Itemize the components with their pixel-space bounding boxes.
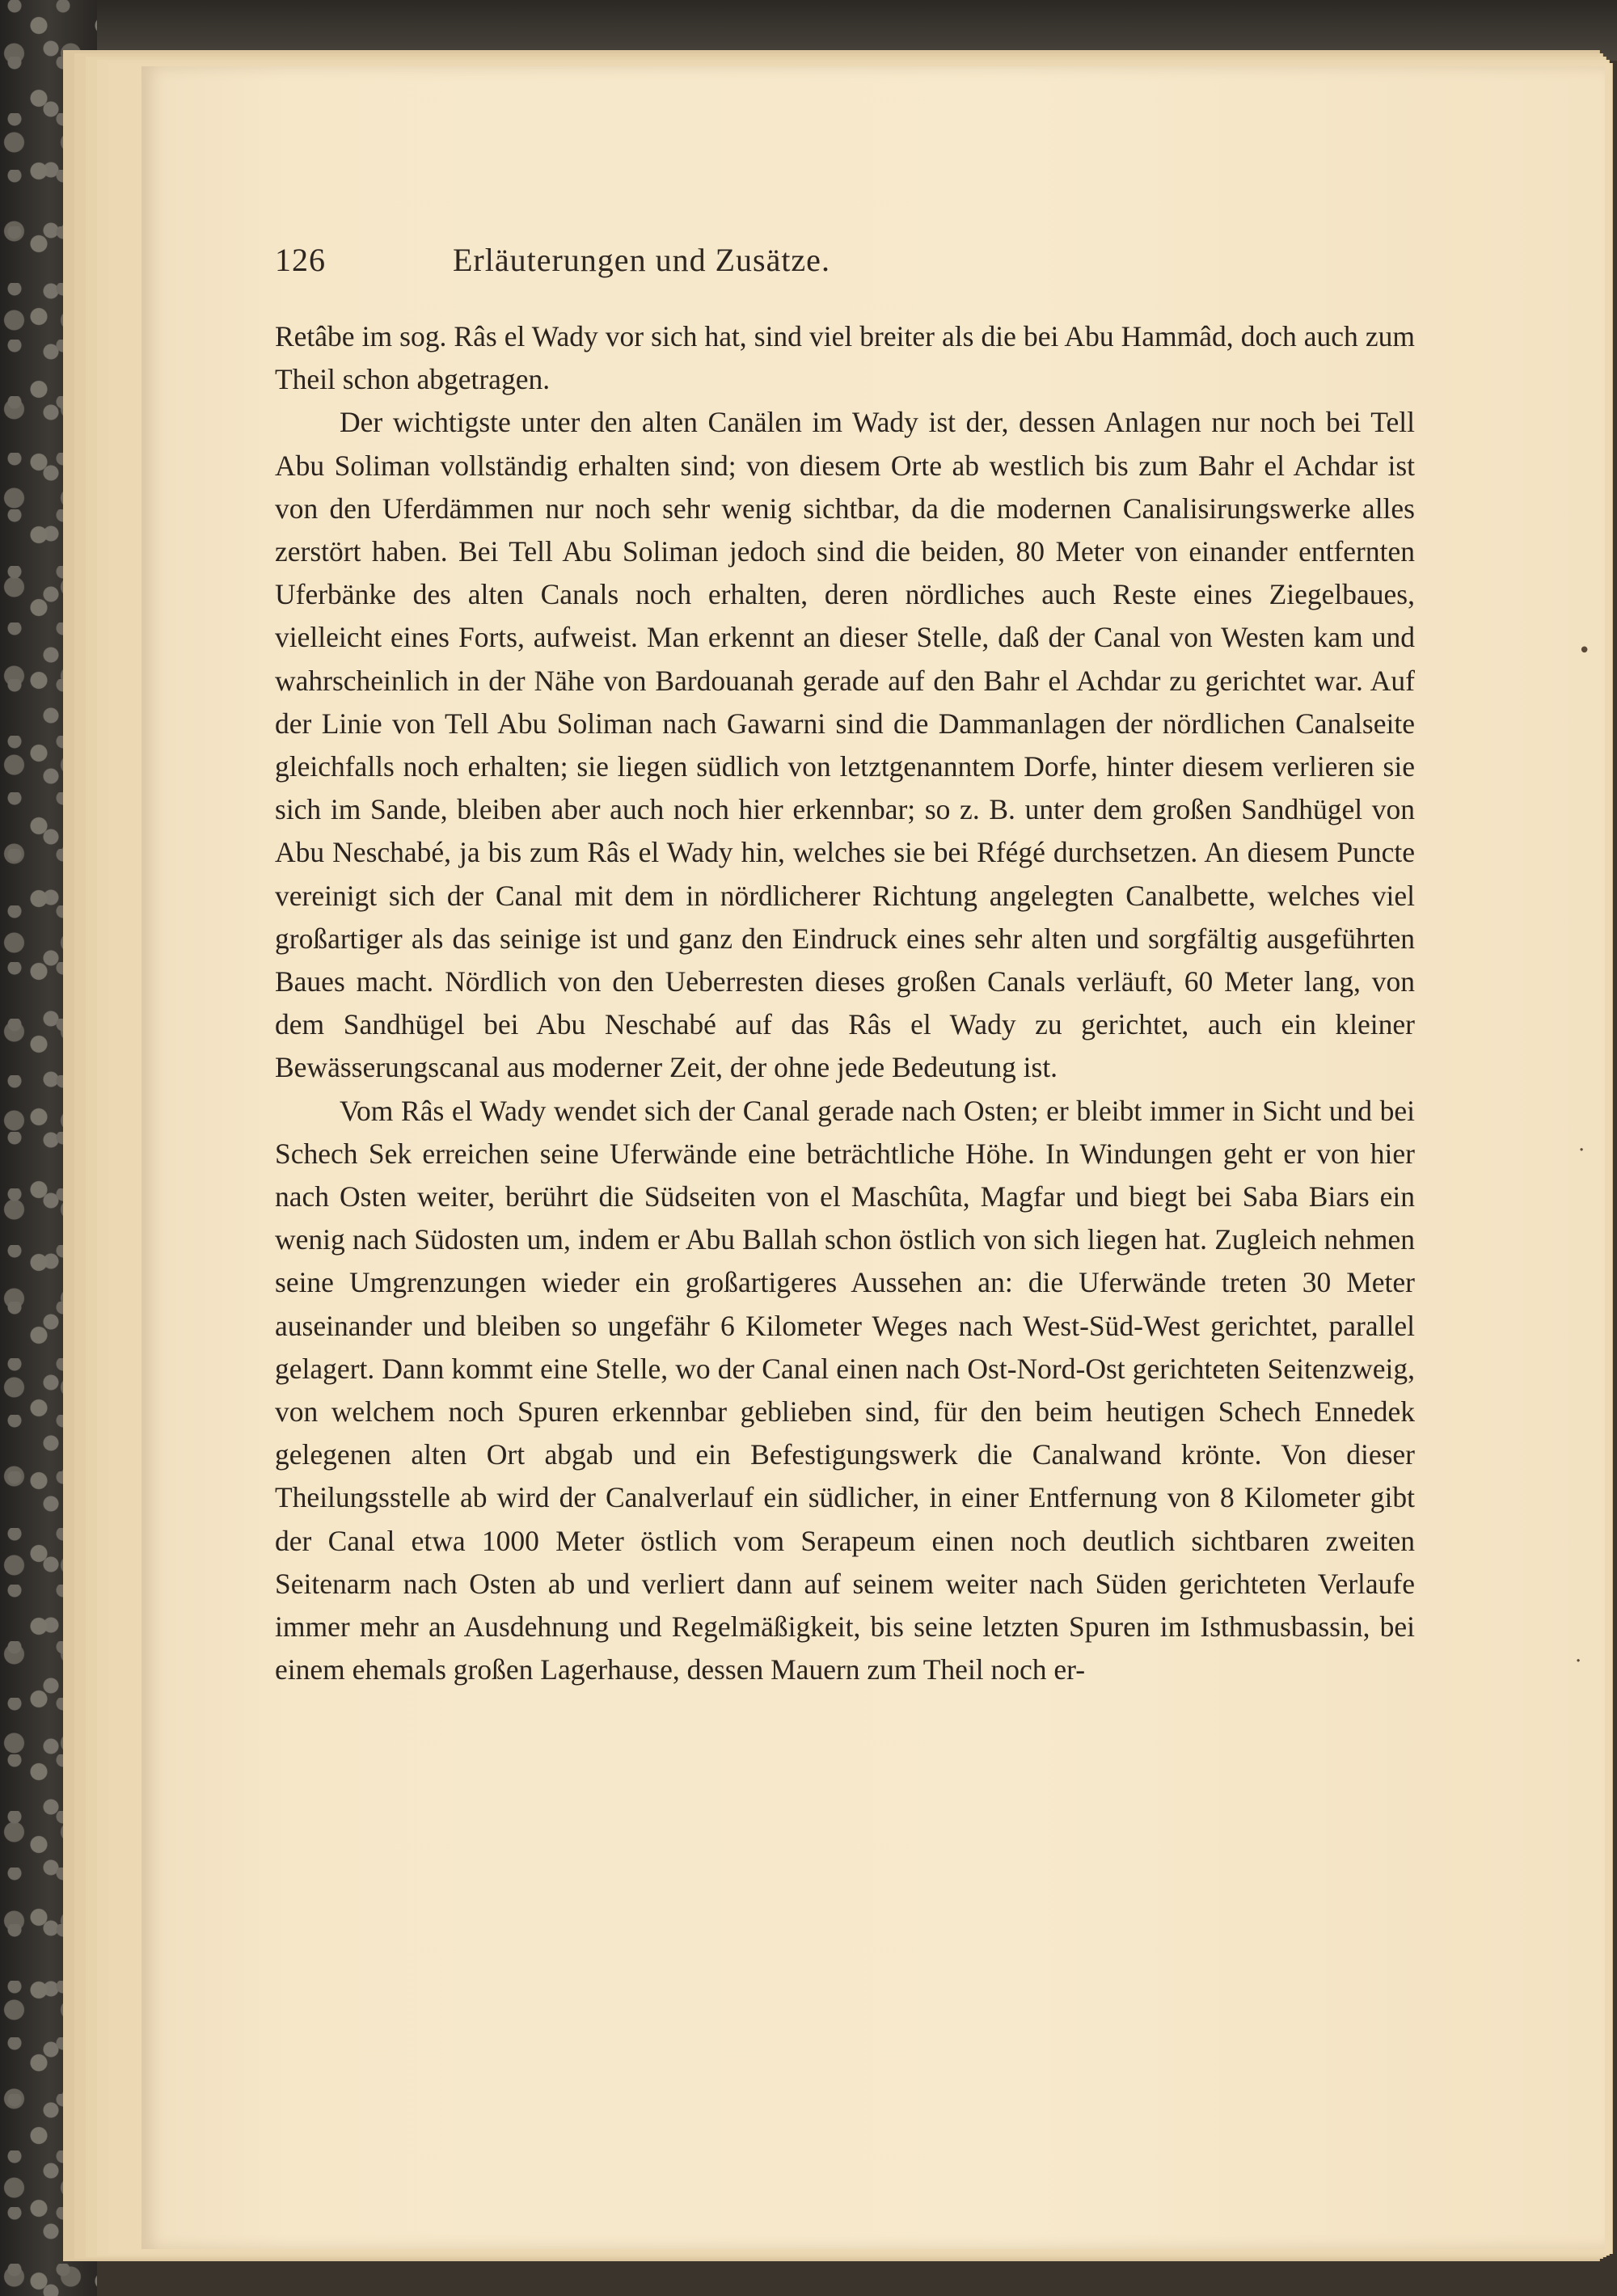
margin-mark: · (1575, 1649, 1582, 1673)
paragraph-2: Der wichtigste unter den alten Canälen im Wady ist der, dessen Anlagen nur noch bei Tell Abu Soliman vollständig erhalten sind; von diesem Orte ab westlich bis zum Bahr el Achdar ist von den Uferdämmen nur noch sehr wenig sichtbar, da die modernen Canalisirungswerke alles zerstört haben. Bei Tell Abu Soliman jedoch sind die beiden, 80 Meter von einander entfernten Uferbänke des alten Canals noch erhalten, deren nördliches auch Reste eines Ziegelbaues, vielleicht eines Forts, aufweist. Man erkennt an dieser Stelle, daß der Canal von Westen kam und wahrscheinlich in der Nähe von Bardouanah gerade auf den Bahr el Achdar zu gerichtet war. Auf der Linie von Tell Abu Soliman nach Gawarni sind die Dammanlagen der nördlichen Canalseite gleichfalls noch erhalten; sie liegen südlich von letztgenanntem Dorfe, hinter diesem verlieren sie sich im Sande, bleiben aber auch noch hier erkennbar; so z. B. unter dem großen Sandhügel von Abu Neschabé, ja bis zum Râs el Wady hin, welches sie bei Rfégé durchsetzen. An diesem Puncte vereinigt sich der Canal mit dem in nördlicherer Richtung angelegten Canalbette, welches viel großartiger als das seinige ist und ganz den Eindruck eines sehr alten und sorgfältig ausgeführten Baues macht. Nördlich von den Ueberresten dieses großen Canals verläuft, 60 Meter lang, von dem Sandhügel bei Abu Neschabé auf das Râs el Wady zu gerichtet, auch ein kleiner Bewässerungscanal aus moderner Zeit, der ohne jede Bedeutung ist. (275, 406, 1415, 1084)
margin-mark: · (1578, 1138, 1585, 1163)
paragraph-1: Retâbe im sog. Râs el Wady vor sich hat, sind viel breiter als die bei Abu Hammâd, doch auch zum Theil schon abgetragen. (275, 320, 1415, 396)
page-number: 126 (275, 242, 326, 278)
margin-mark: • (1578, 639, 1591, 663)
body-text (275, 315, 1415, 1692)
running-head: Erläuterungen und Zusätze. (453, 242, 830, 278)
page-header (275, 241, 1142, 289)
paragraph-3: Vom Râs el Wady wendet sich der Canal gerade nach Osten; er bleibt immer in Sicht und bei Schech Sek erreichen seine Uferwände eine beträchtliche Höhe. In Windungen geht er von hier nach Osten weiter, berührt die Südseiten von el Maschûta, Magfar und biegt bei Saba Biars ein wenig nach Südosten um, indem er Abu Ballah schon östlich von sich liegen hat. Zugleich nehmen seine Umgrenzungen wieder ein großartigeres Aussehen an: die Uferwände treten 30 Meter auseinander und bleiben so ungefähr 6 Kilometer Weges nach West-Süd-West gerichtet, parallel gelagert. Dann kommt eine Stelle, wo der Canal einen nach Ost-Nord-Ost gerichteten Seitenzweig, von welchem noch Spuren erkennbar geblieben sind, für den beim heutigen Schech Ennedek gelegenen alten Ort abgab und ein Befestigungswerk die Canalwand krönte. Von dieser Theilungsstelle ab wird der Canalverlauf ein südlicher, in einer Entfernung von 8 Kilometer gibt der Canal etwa 1000 Meter östlich vom Serapeum einen noch deutlich sichtbaren zweiten Seitenarm nach Osten ab und verliert dann auf seinem weiter nach Süden gerichteten Verlaufe immer mehr an Ausdehnung und Regelmäßigkeit, bis seine letzten Spuren im Isthmusbassin, bei einem ehemals großen Lagerhause, dessen Mauern zum Theil noch er- (275, 1094, 1415, 1686)
